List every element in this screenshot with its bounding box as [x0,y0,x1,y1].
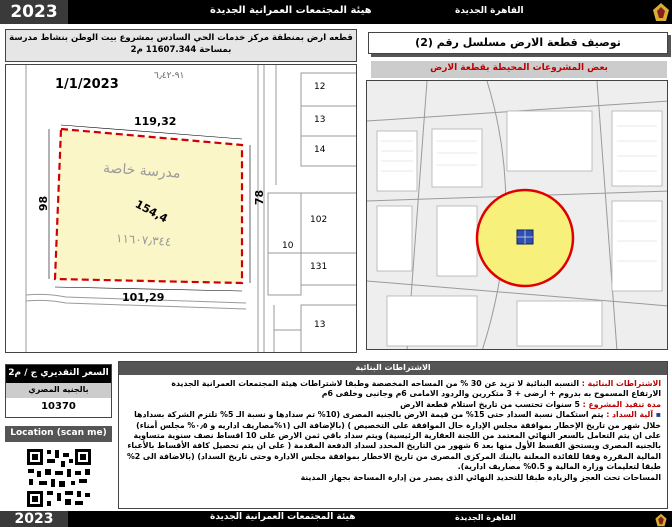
header-authority: هيئة المجتمعات العمرانية الجديدة [210,5,372,16]
plot-number: 13 [314,115,326,125]
plot-number: 13 [314,320,326,330]
plot-title-line1: قطعه ارض بمنطقة مركز خدمات الحي السادس بمشروع بيت الوطن بنشاط مدرسة [9,33,353,43]
conditions-label: الاشتراطات البنائية : [581,379,661,388]
location-label: Location (scan me) [5,426,112,442]
logo-icon [652,2,670,22]
conditions-label: آلية السداد : [606,410,653,420]
dim-right: 78 [253,189,267,206]
footer-city: القاهرة الجديدة [455,513,517,522]
satellite-map [366,80,668,350]
plan-top-note: ٩١-٦٫٤٢ [154,71,185,81]
parcel-title: توصيف قطعة الارض مسلسل رقم (2) [368,32,668,54]
plot-number: 14 [314,145,326,155]
plot-title-box [5,29,357,62]
conditions-paragraph: مدة تنفيذ المشروع : 5 سنوات تحتسب من تاريخ استلام قطعة الارض [400,399,661,409]
conditions-label: مدة تنفيذ المشروع : [582,399,661,409]
conditions-paragraph: الارتفاع المسموح به بدروم + ارضى + 3 متكررين والردود الامامى 6م وجانبى وخلفى 6م [321,389,661,399]
conditions-paragraph: الاشتراطات البنائية : النسبه البنائية لا تزيد عن 30 % من المساحه المخصصة وطبقا لاشتراطات هيئة المجتمعات العمرانية الجديدة [171,379,661,388]
plot-center-value: 154,4 [132,197,170,226]
plot-area-label: ١١٦٠٧٫٣٤٤ [115,231,172,249]
conditions-header: الاشتراطات البنائية [119,362,667,375]
dim-bottom: 101,29 [122,291,165,304]
plot-number: 131 [310,262,328,272]
building-conditions [118,361,668,509]
surrounding-projects-banner: بعض المشروعات المحيطة بقطعة الارض [371,61,667,78]
site-plan [5,64,357,353]
plan-date: 1/1/2023 [55,77,119,92]
price-currency: بالجنيه المصري [6,383,111,398]
conditions-paragraph: ▪ آلية السداد : يتم استكمال نسبة السداد حتى 15% من قيمة الارض بالجنيه المصرى (10% تم سدادها و نسبة الـ 5% تلتزم الشركة بسدادها خلال شهر من تاريخ الإخطار بموافقة مجلس الإدارة حال الموافقة على التخصيص ) (بالإضافة الى (١%مصاريف اداريه و ٠٫٥% مجلس أمناء) على ان يتم التعامل بالسعر النهائي المعتمد من اللجنة العقارية الرئيسية) ويتم سداد باقي ثمن الارض على 10 اقساط نصف سنوية متساوية بالجنيه المصرى ويستحق القسط الأول منها بعد 6 شهور من التاريخ المحدد لسداد الدفعة المقدمة ( على ان يتم تحصيل كافة الأقساط بالأعباء المالية المقررة وفقا للفائدة المعلنة بالبنك المركزى المصرى من تاريخ الاخطار بموافقة مجلس الادارة وحتى تاريخ السداد) (بالاضافة الى 2% طبقا لتعليمات وزارة المالية و 0.5% مصاريف ادارية). [126,410,661,472]
logo-icon [654,512,668,526]
plot-number: 10 [282,241,294,251]
header-year: 2023 [0,0,68,24]
footer-year: 2023 [0,511,68,527]
price-value: 10370 [41,401,76,412]
footer-authority: هيئة المجتمعات العمرانية الجديدة [210,512,356,522]
dim-top: 119,32 [134,115,177,128]
plot-title-line2: بمساحة 11607.344 م2 [130,45,232,55]
plot-label: مدرسة خاصة [102,160,182,182]
price-box [5,364,112,418]
qr-code-icon[interactable] [25,447,93,509]
dim-left: 98 [37,195,51,212]
footer-bar [0,511,672,527]
plot-number: 12 [314,82,326,92]
plot-number: 102 [310,215,328,225]
price-title: السعر التقديري ج / م2 [6,365,111,383]
conditions-paragraph: المساحات تحت العجز والزيادة طبقا للتحديد النهائي الذى يصدر من إدارة المساحة بجهاز المدينة [300,472,661,482]
header-city: القاهرة الجديدة [455,6,524,16]
header-bar [0,0,672,24]
